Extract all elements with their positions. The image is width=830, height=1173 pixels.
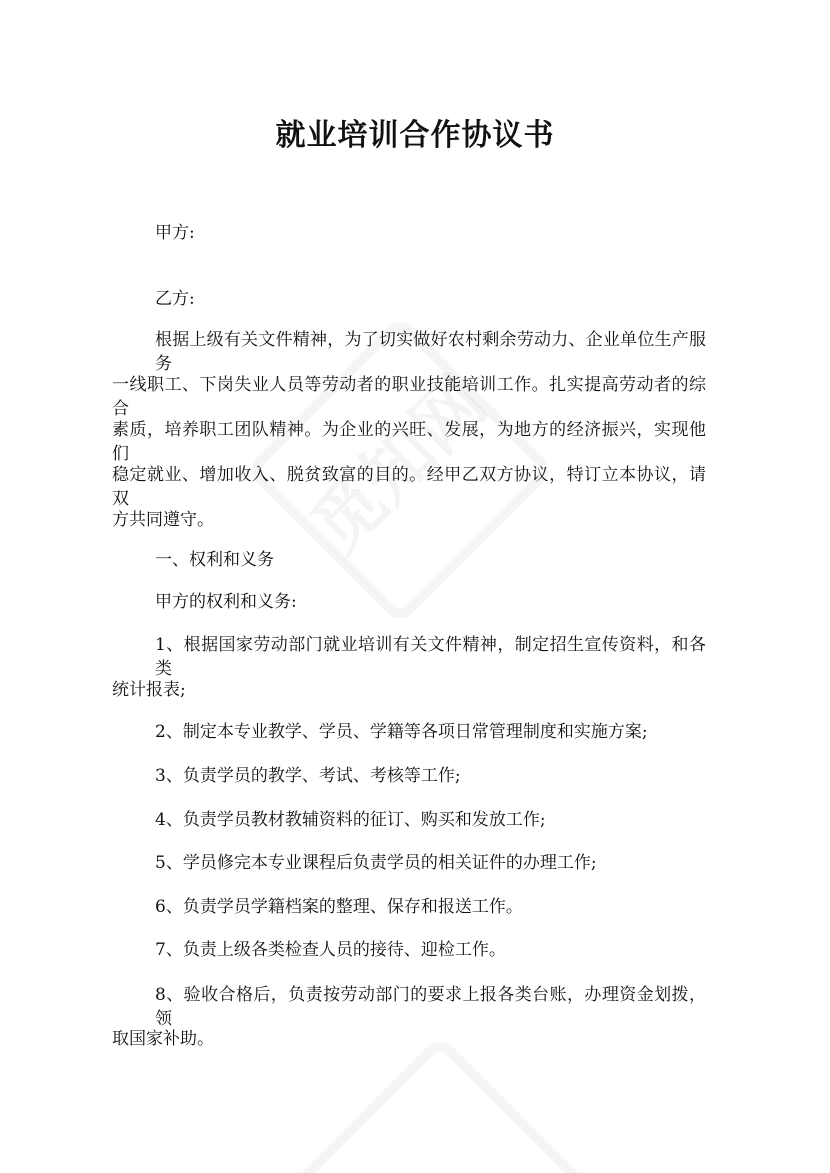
intro-line-4: 稳定就业、增加收入、脱贫致富的目的。经甲乙双方协议，特订立本协议，请双 [112, 465, 706, 509]
document-title: 就业培训合作协议书 [275, 118, 555, 153]
item-3: 3、负责学员的教学、考试、考核等工作; [155, 766, 461, 786]
section-heading-rights: 一、权利和义务 [155, 550, 274, 570]
intro-line-1: 根据上级有关文件精神，为了切实做好农村剩余劳动力、企业单位生产服务 [155, 330, 706, 374]
item-7: 7、负责上级各类检查人员的接待、迎检工作。 [155, 940, 506, 960]
item-8-line-1: 8、验收合格后，负责按劳动部门的要求上报各类台账，办理资金划拨，领 [155, 985, 706, 1029]
item-1-line-2: 统计报表; [112, 680, 186, 700]
item-2: 2、制定本专业教学、学员、学籍等各项日常管理制度和实施方案; [155, 722, 648, 742]
item-4: 4、负责学员教材教辅资料的征订、购买和发放工作; [155, 810, 546, 830]
intro-line-2: 一线职工、下岗失业人员等劳动者的职业技能培训工作。扎实提高劳动者的综合 [112, 375, 706, 419]
watermark-stamp-bottom [284, 1034, 595, 1173]
item-1-line-1: 1、根据国家劳动部门就业培训有关文件精神，制定招生宣传资料，和各类 [155, 635, 706, 679]
item-6: 6、负责学员学籍档案的整理、保存和报送工作。 [155, 897, 523, 917]
item-8-line-2: 取国家补助。 [112, 1029, 214, 1049]
party-a-label: 甲方: [155, 223, 195, 243]
intro-line-5: 方共同遵守。 [112, 510, 214, 530]
item-5: 5、学员修完本专业课程后负责学员的相关证件的办理工作; [155, 853, 597, 873]
party-b-label: 乙方: [155, 289, 195, 309]
intro-line-3: 素质，培养职工团队精神。为企业的兴旺、发展，为地方的经济振兴，实现他们 [112, 420, 706, 464]
party-a-rights-heading: 甲方的权利和义务: [155, 592, 297, 612]
